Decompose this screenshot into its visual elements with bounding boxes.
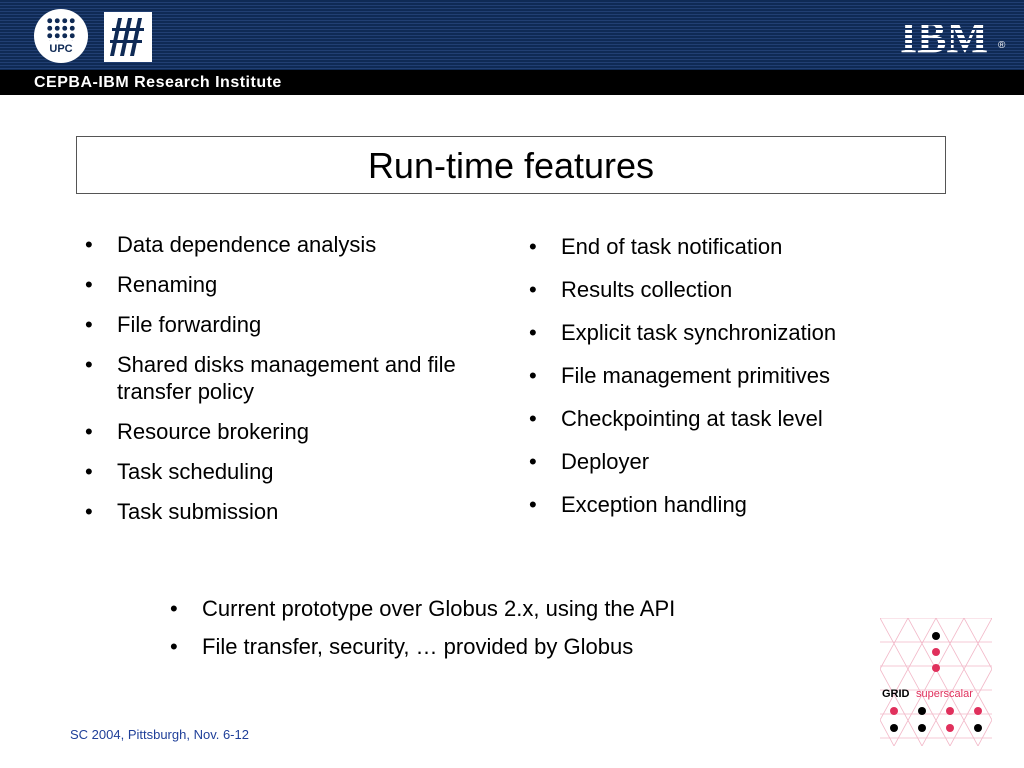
list-item-text: Task scheduling [117, 459, 274, 484]
title-box [76, 136, 946, 194]
bullet-icon: • [529, 492, 537, 517]
bullet-icon: • [85, 419, 93, 444]
list-item-text: Exception handling [561, 492, 747, 517]
list-item-text: Renaming [117, 272, 218, 297]
list-item-text: Deployer [561, 449, 650, 474]
bullet-icon: • [85, 272, 93, 297]
fib-logo-icon [104, 12, 152, 62]
bullet-icon: • [85, 499, 93, 524]
slide-title: Run-time features [367, 145, 655, 186]
list-item-text: Shared disks management and file transfer policy [117, 352, 456, 404]
list-item [529, 448, 961, 475]
ibm-logo-text: IBM [900, 15, 988, 55]
bullet-icon: • [529, 234, 537, 259]
list-item [85, 498, 487, 525]
bullet-icon: • [529, 277, 537, 302]
list-item [529, 319, 961, 346]
upc-dots-icon [46, 17, 76, 41]
list-item [529, 405, 961, 432]
ibm-logo-icon [894, 15, 994, 55]
slide-header [0, 0, 1024, 95]
bullet-icon: • [529, 406, 537, 431]
list-item [529, 362, 961, 389]
list-item-text: Data dependence analysis [117, 232, 377, 257]
upc-logo-text: UPC [49, 43, 73, 55]
list-item-text: File transfer, security, … provided by Globus [202, 634, 634, 659]
header-stripes [0, 0, 1024, 70]
bullet-icon: • [85, 459, 93, 484]
list-item [170, 633, 902, 660]
list-item [529, 233, 961, 260]
ibm-registered-mark: ® [998, 40, 1006, 51]
left-bullet-list [85, 231, 487, 538]
list-item-text: File management primitives [561, 363, 830, 388]
list-item [85, 418, 487, 445]
list-item [170, 595, 902, 622]
list-item [85, 231, 487, 258]
bullet-icon: • [170, 634, 178, 659]
bullet-icon: • [85, 352, 93, 377]
list-item [529, 491, 961, 518]
slide-footer: SC 2004, Pittsburgh, Nov. 6-12 [70, 727, 249, 742]
list-item [529, 276, 961, 303]
fib-logo [104, 12, 152, 62]
bullet-icon: • [85, 312, 93, 337]
list-item-text: Checkpointing at task level [561, 406, 823, 431]
bullet-icon: • [529, 363, 537, 388]
list-item [85, 458, 487, 485]
list-item-text: Task submission [117, 499, 279, 524]
bullet-icon: • [529, 320, 537, 345]
list-item-text: Results collection [561, 277, 733, 302]
list-item-text: Current prototype over Globus 2.x, using the API [202, 596, 676, 621]
list-item-text: File forwarding [117, 312, 262, 337]
bullet-icon: • [529, 449, 537, 474]
institute-name: CEPBA-IBM Research Institute [34, 74, 282, 91]
bottom-bullet-list [170, 595, 902, 671]
right-bullet-list [529, 233, 961, 534]
grid-superscalar-logo [880, 618, 992, 746]
list-item [85, 271, 487, 298]
bullet-icon: • [85, 232, 93, 257]
bullet-icon: • [170, 596, 178, 621]
list-item [85, 311, 487, 338]
list-item-text: Resource brokering [117, 419, 309, 444]
list-item-text: Explicit task synchronization [561, 320, 837, 345]
superscalar-word: superscalar [916, 688, 973, 700]
list-item [85, 351, 487, 405]
institute-bar [0, 70, 1024, 95]
grid-word: GRID [882, 688, 910, 700]
upc-logo [34, 9, 88, 63]
list-item-text: End of task notification [561, 234, 783, 259]
